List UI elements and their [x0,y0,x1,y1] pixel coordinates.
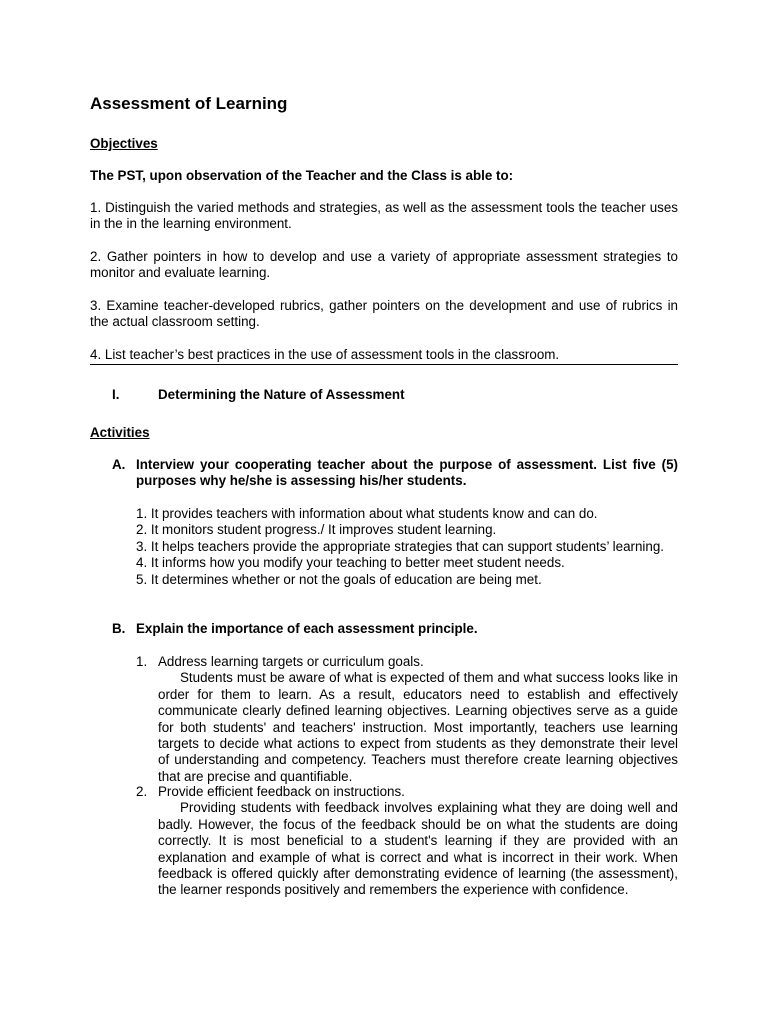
principle-2-title: Provide efficient feedback on instructions. [158,784,405,799]
activity-a-prompt: Interview your cooperating teacher about the purpose of assessment. List five (5) purposes why he/she is assessing his/her students. [136,457,678,489]
objectives-heading: Objectives [90,136,158,151]
objective-item-3: 3. Examine teacher-developed rubrics, gather pointers on the development and use of rubrics in the actual classroom setting. [90,298,678,330]
principle-2 [158,784,678,899]
principle-1 [158,654,678,785]
objective-item-1: 1. Distinguish the varied methods and strategies, as well as the assessment tools the teacher uses in the in the learning environment. [90,200,678,232]
purposes-list [136,506,678,588]
activity-b-prompt: Explain the importance of each assessment principle. [136,621,478,636]
principle-1-number: 1. [136,654,148,669]
activity-b-letter: B. [112,621,126,636]
list-item: 5. It determines whether or not the goals of education are being met. [136,571,542,587]
section-number: I. [112,387,120,402]
section-title: Determining the Nature of Assessment [158,387,405,402]
divider-line [90,364,678,365]
principle-1-body: Students must be aware of what is expected of them and what success looks like in order for them to learn. As a result, educators need to establish and effectively communicate clearly defined learning objectives. Learning objectives serve as a guide for both students' and teachers' instruction. Most importantly, teachers use learning targets to decide what actions to expect from students as they demonstrate their level of understanding and competency. Teachers must therefore create learning objectives that are precise and quantifiable. [158,670,678,784]
objective-item-2: 2. Gather pointers in how to develop and use a variety of appropriate assessment strategies to monitor and evaluate learning. [90,249,678,281]
list-item: 1. It provides teachers with information about what students know and can do. [136,506,598,521]
principle-2-number: 2. [136,784,148,799]
page-title: Assessment of Learning [90,94,288,113]
list-item: 3. It helps teachers provide the appropriate strategies that can support students’ learning. [136,538,665,554]
objectives-intro: The PST, upon observation of the Teacher and the Class is able to: [90,168,514,183]
principle-2-body: Providing students with feedback involves explaining what they are doing well and badly. However, the focus of the feedback should be on what the students are doing correctly. It is most beneficial to a student's learning if they are provided with an explanation and example of what is correct and what is incorrect in their work. When feedback is offered quickly after demonstrating evidence of learning (the assessment), the learner responds positively and remembers the experience with confidence. [158,800,678,898]
principle-1-title: Address learning targets or curriculum goals. [158,654,424,669]
activity-a-letter: A. [112,457,126,472]
activities-heading: Activities [90,425,150,440]
objective-item-4: 4. List teacher’s best practices in the use of assessment tools in the classroom. [90,347,560,362]
list-item: 2. It monitors student progress./ It improves student learning. [136,522,497,538]
list-item: 4. It informs how you modify your teaching to better meet student needs. [136,555,565,571]
